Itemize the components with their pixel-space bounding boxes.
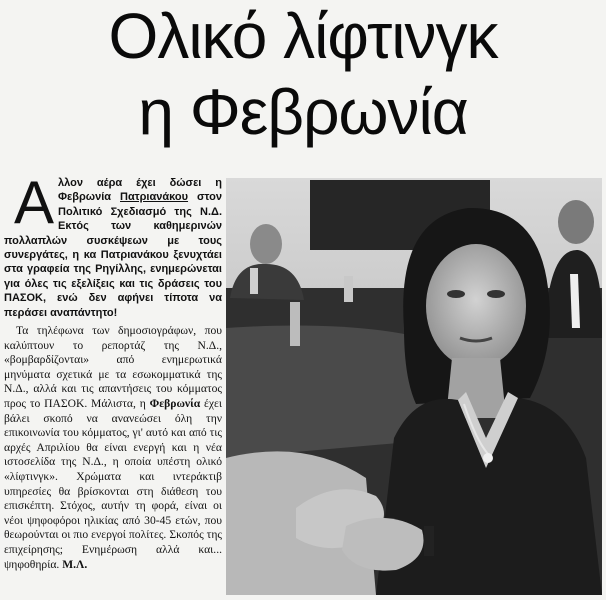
drop-cap: Α (14, 169, 55, 236)
headline-line-1: Ολικό λίφτινγκ (108, 0, 498, 72)
signature: Μ.Λ. (62, 557, 88, 571)
lead-name: Πατριανάκου (120, 191, 189, 204)
body-name: Φεβρωνία (149, 397, 201, 411)
article-text-column (4, 169, 222, 572)
headline (0, 0, 606, 152)
body-text-2: έχει βάλει σκοπό να ανανεώσει όλη την επικοινωνία του κόμματος, γι' αυτό και από τις αρχές Απριλίου θα είναι ενεργή και η νέα ιστοσελίδα της Ν.Δ., η οποία υπέστη ολικό «λίφτινγκ». Χρώματα και ιντεράκτιβ υπηρεσίες θα βρίσκονται στη διάθεση του επισκέπτη. Στόχος, αυτήν τη φορά, είναι οι νέοι ψηφοφόροι ηλικίας από 30-45 ετών, που θεωρούνται οι πιο ενεργοί πολίτες. Σκοπός της επιχείρησης; Ενημέρωση αλλά και... ψηφοθηρία. (4, 397, 222, 571)
body-text-1: Τα τηλέφωνα των δημοσιογράφων, που καλύπτουν το ρεπορτάζ της Ν.Δ., «βομβαρδίζονται» από ενημερωτικά μηνύματα σχετικά με τα εσωκομματικά της Ν.Δ., αλλά και τις απαντήσεις του κόμματος προς το ΠΑΣΟΚ. Μάλιστα, η (4, 324, 222, 411)
lead-text-2: στον Πολιτικό Σχεδιασμό της Ν.Δ. Εκτός των καθημερινών πολλαπλών συσκέψεων με τους συνεργάτες, η κα Πατριανάκου ξενυχτάει στα γραφεία της Ρηγίλλης, ενημερώνεται για όλες τις εξελίξεις και τις δράσεις του ΠΑΣΟΚ, ενώ δεν αφήνει τίποτα να περάσει αναπάντητο! (4, 191, 222, 319)
headline-line-2: η Φεβρωνία (138, 76, 468, 148)
lead-text-1: λλον αέρα έχει δώσει η Φεβρωνία (58, 177, 222, 204)
article-photo (226, 178, 602, 595)
body-paragraph (4, 324, 222, 572)
lead-paragraph (4, 169, 222, 320)
photo-illustration (226, 178, 602, 595)
